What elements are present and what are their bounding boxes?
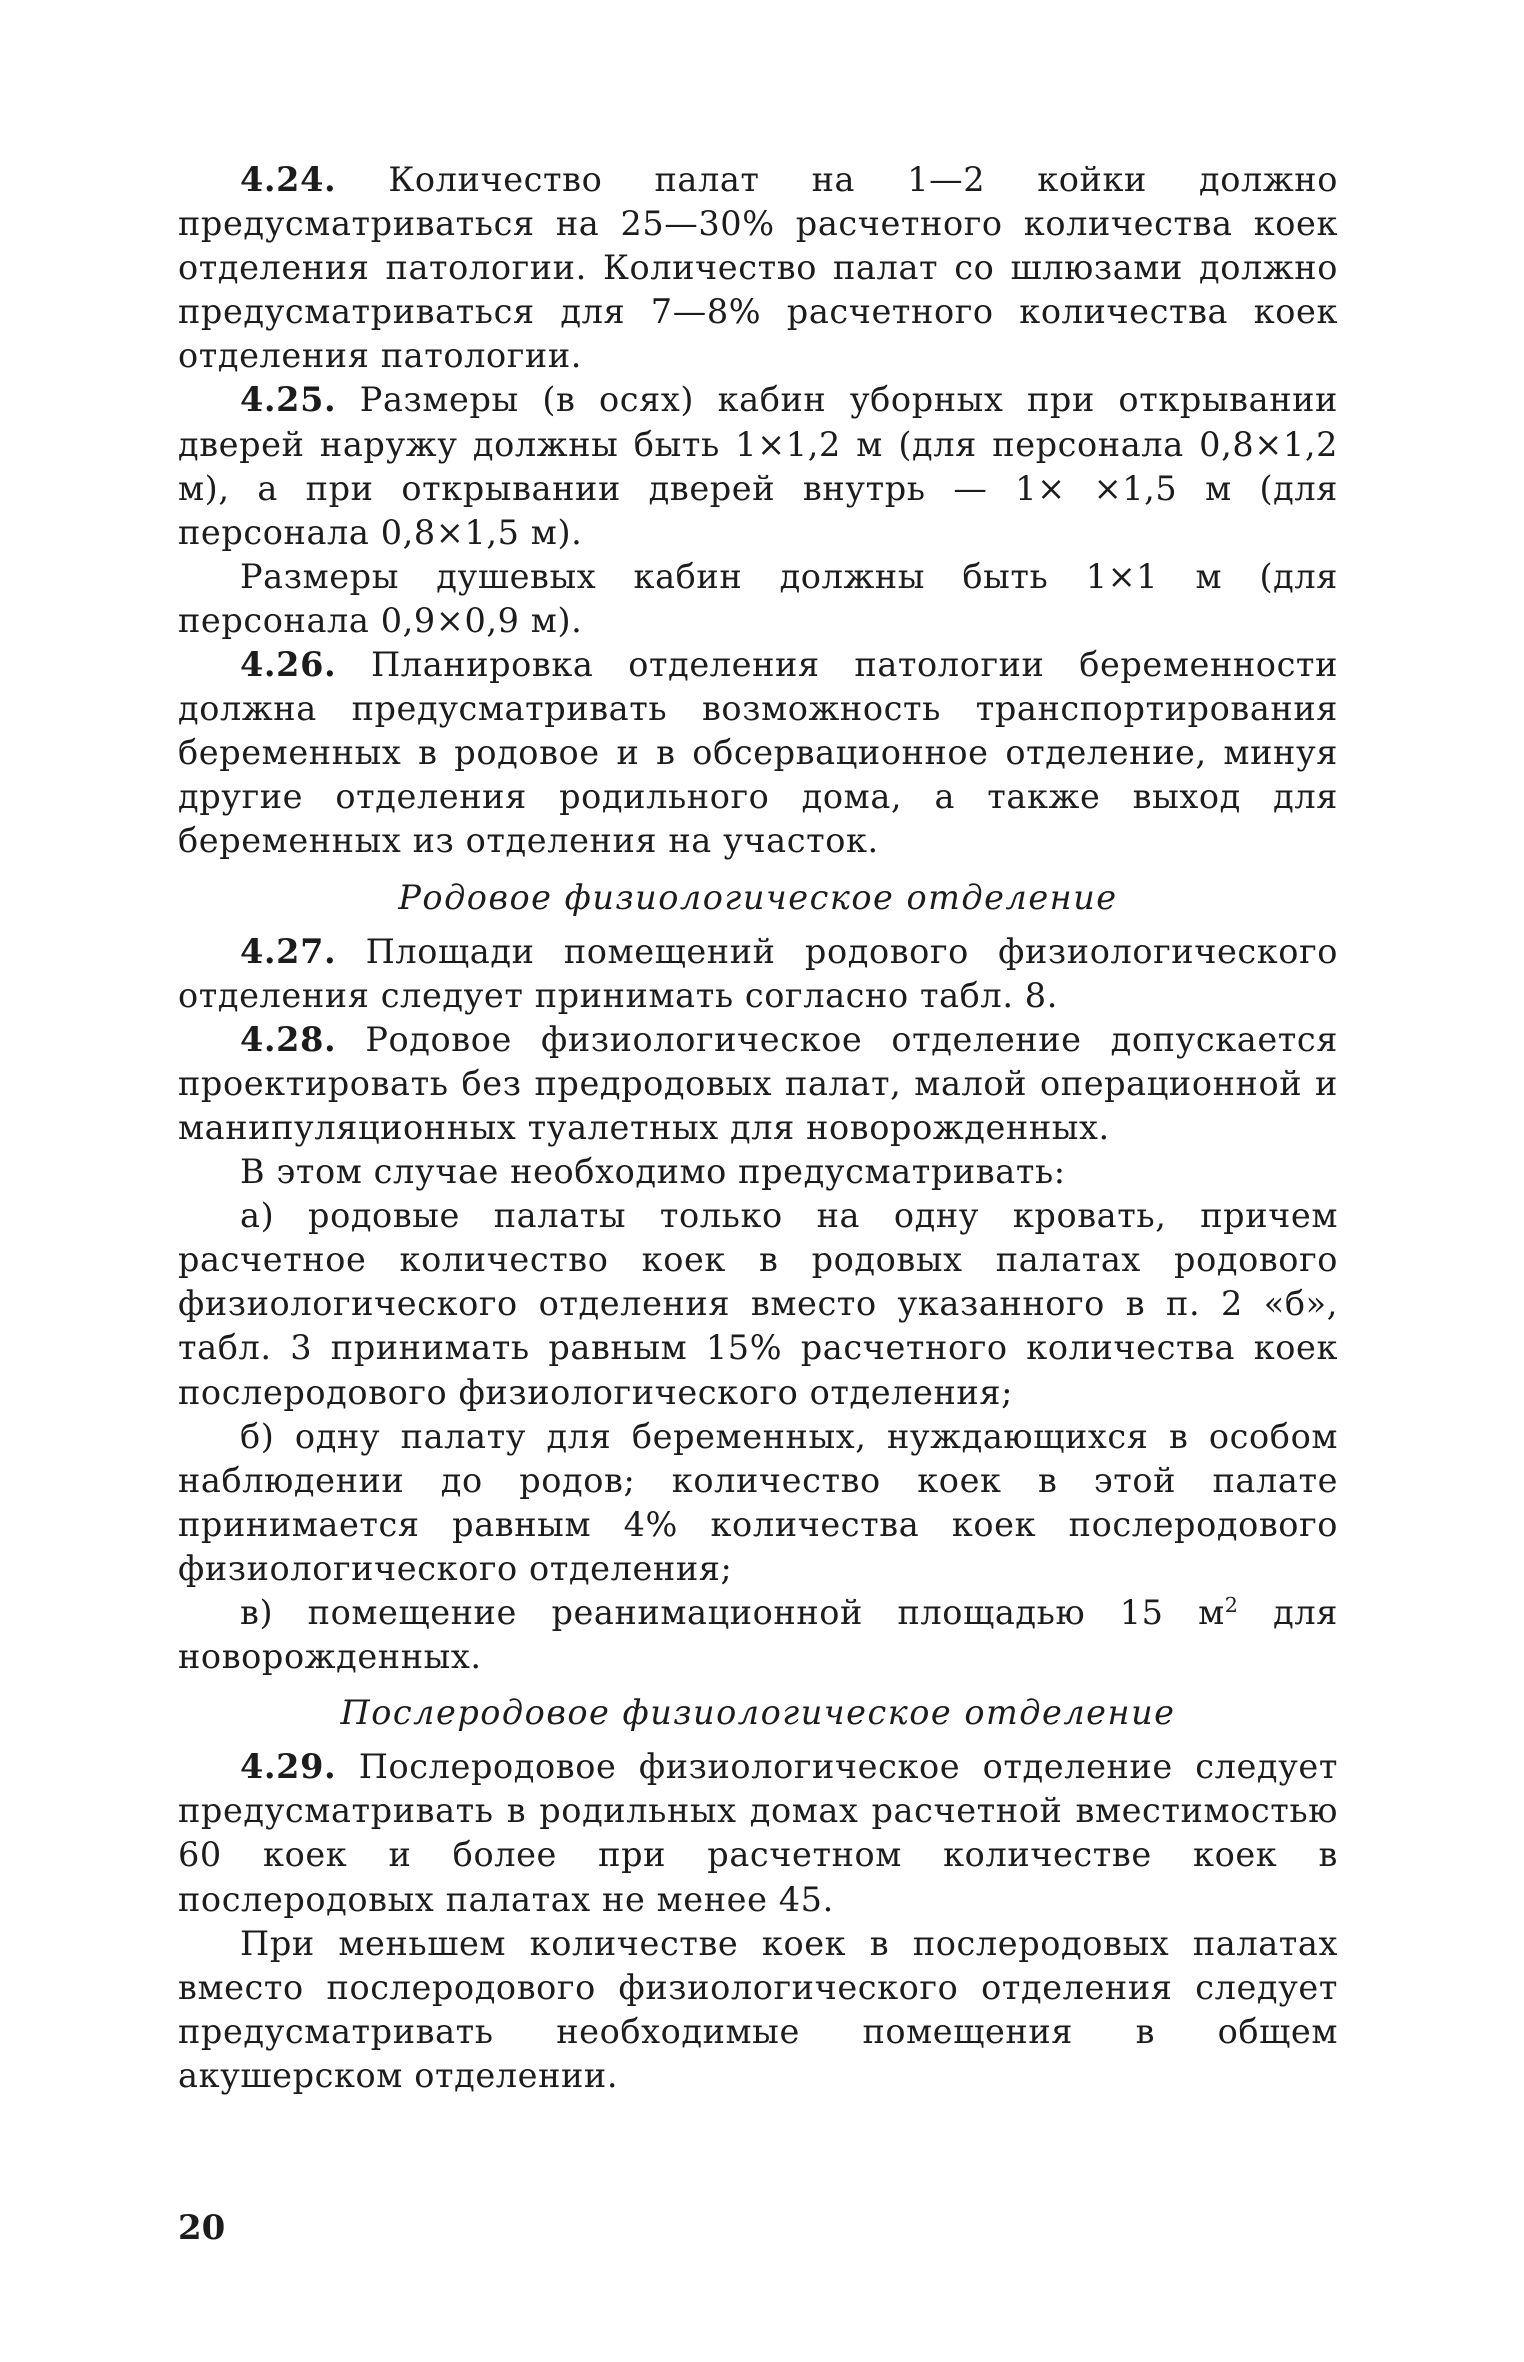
paragraph-4-28 <box>178 1018 1338 1150</box>
clause-number: 4.28. <box>240 1019 337 1059</box>
list-item-a: а) родовые палаты только на одну кровать, причем расчетное количество коек в родовых палатах родового физиологического отделения вместо указанного в п. 2 «б», табл. 3 принимать равным 15% расчетного количества коек послеродового физиологического отделения; <box>178 1196 1338 1412</box>
section-heading-postpartum: Послеродовое физиологическое отделение <box>340 1693 1176 1733</box>
clause-text: Родовое физиологическое отделение допускается проектировать без предродовых палат, малой операционной и манипуляционных туалетных для новорожденных. <box>178 1019 1338 1147</box>
section-heading-delivery: Родовое физиологическое отделение <box>398 877 1118 917</box>
clause-text: Площади помещений родового физиологического отделения следует принимать согласно табл. 8. <box>178 931 1338 1015</box>
clause-text: Размеры (в осях) кабин уборных при открывании дверей наружу должны быть 1×1,2 м (для персонала 0,8×1,2 м), а при открывании дверей внутрь — 1× ×1,5 м (для персонала 0,8×1,5 м). <box>178 380 1338 552</box>
paragraph-showers: Размеры душевых кабин должны быть 1×1 м (для персонала 0,9×0,9 м). <box>178 556 1338 640</box>
clause-number: 4.26. <box>240 645 337 685</box>
superscript: 2 <box>1224 1592 1239 1617</box>
item-tail: для новорожденных. <box>178 1593 1338 1677</box>
clause-number: 4.24. <box>240 160 337 199</box>
paragraph-4-27 <box>178 930 1338 1018</box>
list-item-b: б) одну палату для беременных, нуждающихся в особом наблюдении до родов; количество коек в этой палате принимается равным 4% количества коек послеродового физиологического отделения; <box>178 1416 1338 1588</box>
clause-text: Количество палат на 1—2 койки должно предусматриваться на 25—30% расчетного количества коек отделения патологии. Количество палат со шлюзами должно предусматриваться для 7—8% расчетного количества коек отделения патологии. <box>178 160 1338 376</box>
paragraph-4-25 <box>178 378 1338 554</box>
paragraph-4-26 <box>178 643 1338 863</box>
page-number: 20 <box>178 2208 226 2248</box>
clause-text: Послеродовое физиологическое отделение следует предусматривать в родильных домах расчетной вместимостью 60 коек и более при расчетном количестве коек в послеродовых палатах не менее 45. <box>178 1747 1338 1919</box>
paragraph-case: В этом случае необходимо предусматривать: <box>240 1152 1066 1192</box>
list-item-v <box>178 1591 1338 1679</box>
paragraph-4-29 <box>178 1745 1338 1921</box>
item-text: в) помещение реанимационной площадью 15 м <box>240 1593 1225 1632</box>
paragraph-4-24 <box>178 158 1338 378</box>
clause-number: 4.29. <box>240 1747 337 1787</box>
clause-text: Планировка отделения патологии беременности должна предусматривать возможность транспортирования беременных в родовое и в обсервационное отделение, минуя другие отделения родильного дома, а также выход для беременных из отделения на участок. <box>178 645 1338 861</box>
clause-number: 4.27. <box>240 931 337 971</box>
clause-number: 4.25. <box>240 380 337 420</box>
page-body <box>178 158 1338 2098</box>
paragraph-smaller: При меньшем количестве коек в послеродовых палатах вместо послеродового физиологического отделения следует предусматривать необходимые помещения в общем акушерском отделении. <box>178 1923 1338 2095</box>
